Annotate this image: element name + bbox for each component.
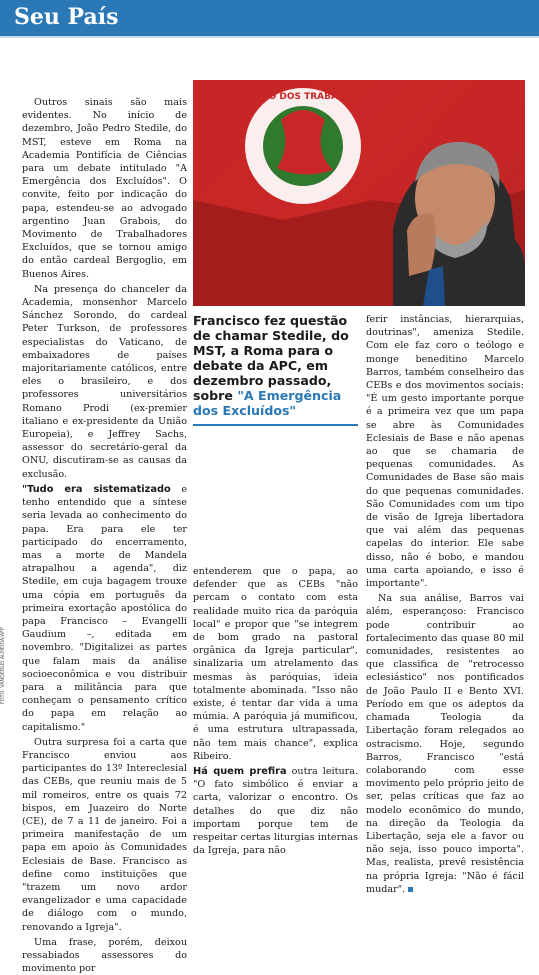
paragraph: Na presença do chanceler da Academia, monsenhor Marcelo Sánchez Sorondo, do cardeal Peter Turkson, de professores especialistas do Vaticano, de embaixadores de países majoritariamente católicos, entre eles o brasileiro, e dos professores universitários Romano Prodi (ex-premier italiano e ex-presidente da União Europeia), e Jeffrey Sachs, assessor do secretário-geral da ONU, discutiram-se as causas da exclusão. xyxy=(22,283,187,480)
pull-quote-rule xyxy=(193,424,358,426)
pull-quote xyxy=(193,313,358,426)
end-mark xyxy=(408,887,413,892)
paragraph-text: outra leitura. "O fato simbólico é enviar a carta, valorizar o encontro. Os detalhes do que diz não importam porque tem de respeitar certas liturgias internas da Igreja, para não xyxy=(193,766,358,857)
paragraph: Uma frase, porém, deixou ressabiados assessores do movimento por xyxy=(22,936,187,975)
photo-illustration xyxy=(193,80,525,306)
pull-quote-text: Francisco fez questão de chamar Stedile, do MST, a Roma para o debate da APC, em dezembro passado, sobre xyxy=(193,313,349,403)
banner-text: MOVIMENTO DOS TRABALHADORES xyxy=(213,92,393,102)
article-column-3 xyxy=(366,313,524,896)
lead-in: Há quem prefira xyxy=(193,766,287,778)
paragraph: entenderem que o papa, ao defender que as CEBs "não percam o contato com esta realidade muito rica da paróquia local" e propor que "se integrem de bom grado na pastoral orgânica da Igreja particular", sinalizaria um atrelamento das mesmas às paróquias, ideia totalmente abominada. "Isso não existe, é tentar dar vida a uma múmia. A paróquia já mumificou, é uma estrutura ultrapassada, não tem mais chance", explica Ribeiro. xyxy=(193,566,358,762)
section-header xyxy=(0,0,539,36)
paragraph xyxy=(193,765,358,857)
paragraph: ferir instâncias, hierarquias, doutrinas", ameniza Stedile. Com ele faz coro o teólogo e monge beneditino Marcelo Barros, também conselheiro das CEBs e dos movimentos sociais: "É um gesto importante porque é a primeira vez que um papa se abre às Comunidades Eclesiais de Base e não apenas ao que se chamaria de pequenas comunidades. As Comunidades de Base são mais do que pequenas comunidades. São Comunidades com um tipo de visão de Igreja libertadora que vai além das pequenas capelas do interior. Ele sabe disso, não é bobo, e mandou uma carta apoiando, e isso é importante". xyxy=(366,314,524,590)
paragraph-text: e tenho entendido que a síntese seria levada ao conhecimento do papa. Era para ele ter participado do encerramento, mas a morte de Mandela atrapalhou a agenda", diz Stedile, em cuja bagagem trouxe uma cópia em português da primeira exortação apostólica do papa Francisco – Evangelli Gaudium –, editada em novembro. "Digitalizei as partes que falam mais da análise socioeconômica e vou distribuir para a militância para que conheçam o pensamento crítico do papa em relação ao capitalismo." xyxy=(22,483,187,733)
paragraph xyxy=(366,592,524,896)
section-title: Seu País xyxy=(14,4,119,30)
photo-stedile-mst-flag xyxy=(193,80,525,306)
paragraph: Outros sinais são mais evidentes. No início de dezembro, João Pedro Stedile, do MST, esteve em Roma na Academia Pontifícia de Ciências para um debate intitulado "A Emergência dos Excluídos". O convite, feito por indicação do papa, estendeu-se ao advogado argentino Juan Grabois, do Movimento de Trabalhadores Excluídos, que se tornou amigo do então cardeal Bergoglio, em Buenos Aires. xyxy=(22,97,187,280)
paragraph: Outra surpresa foi a carta que Francisco enviou aos participantes do 13º Intereclesial das CEBs, que reuniu mais de 5 mil romeiros, entre os quais 72 bispos, em Juazeiro do Norte (CE), de 7 a 11 de janeiro. Foi a primeira manifestação de um papa em apoio às Comunidades Eclesiais de Base. Francisco as define como instituições que "trazem um novo ardor evangelizador e uma capacidade de diálogo com o mundo, renovando a Igreja". xyxy=(22,736,187,933)
photo-credit: FOTO: VANDERLEI ALMEIDA/AFP xyxy=(1,627,6,704)
article-column-2 xyxy=(193,565,358,857)
paragraph xyxy=(22,483,187,734)
pull-quote-highlight: "A Emergência dos Excluídos" xyxy=(193,388,342,418)
lead-in: "Tudo era sistematizado xyxy=(22,483,171,495)
article-column-1 xyxy=(22,96,187,975)
paragraph-text: Na sua análise, Barros vai além, esperançoso: Francisco pode contribuir ao fortalecimento das quase 80 mil comunidades, resistentes ao que classifica de "retrocesso eclesiástico" nos pontificados de João Paulo II e Bento XVI. Período em que os adeptos da chamada Teologia da Libertação foram relegados ao ostracismo. Hoje, segundo Barros, Francisco "está colaborando com esse movimento pelo próprio jeito de ser, pelas críticas que faz ao modelo econômico do mundo, na direção da Teologia da Libertação, seja ele a favor ou não seja, isso pouco importa". Mas, realista, prevê resistência na própria Igreja: "Não é fácil mudar". xyxy=(366,593,524,895)
header-rule xyxy=(0,36,539,38)
